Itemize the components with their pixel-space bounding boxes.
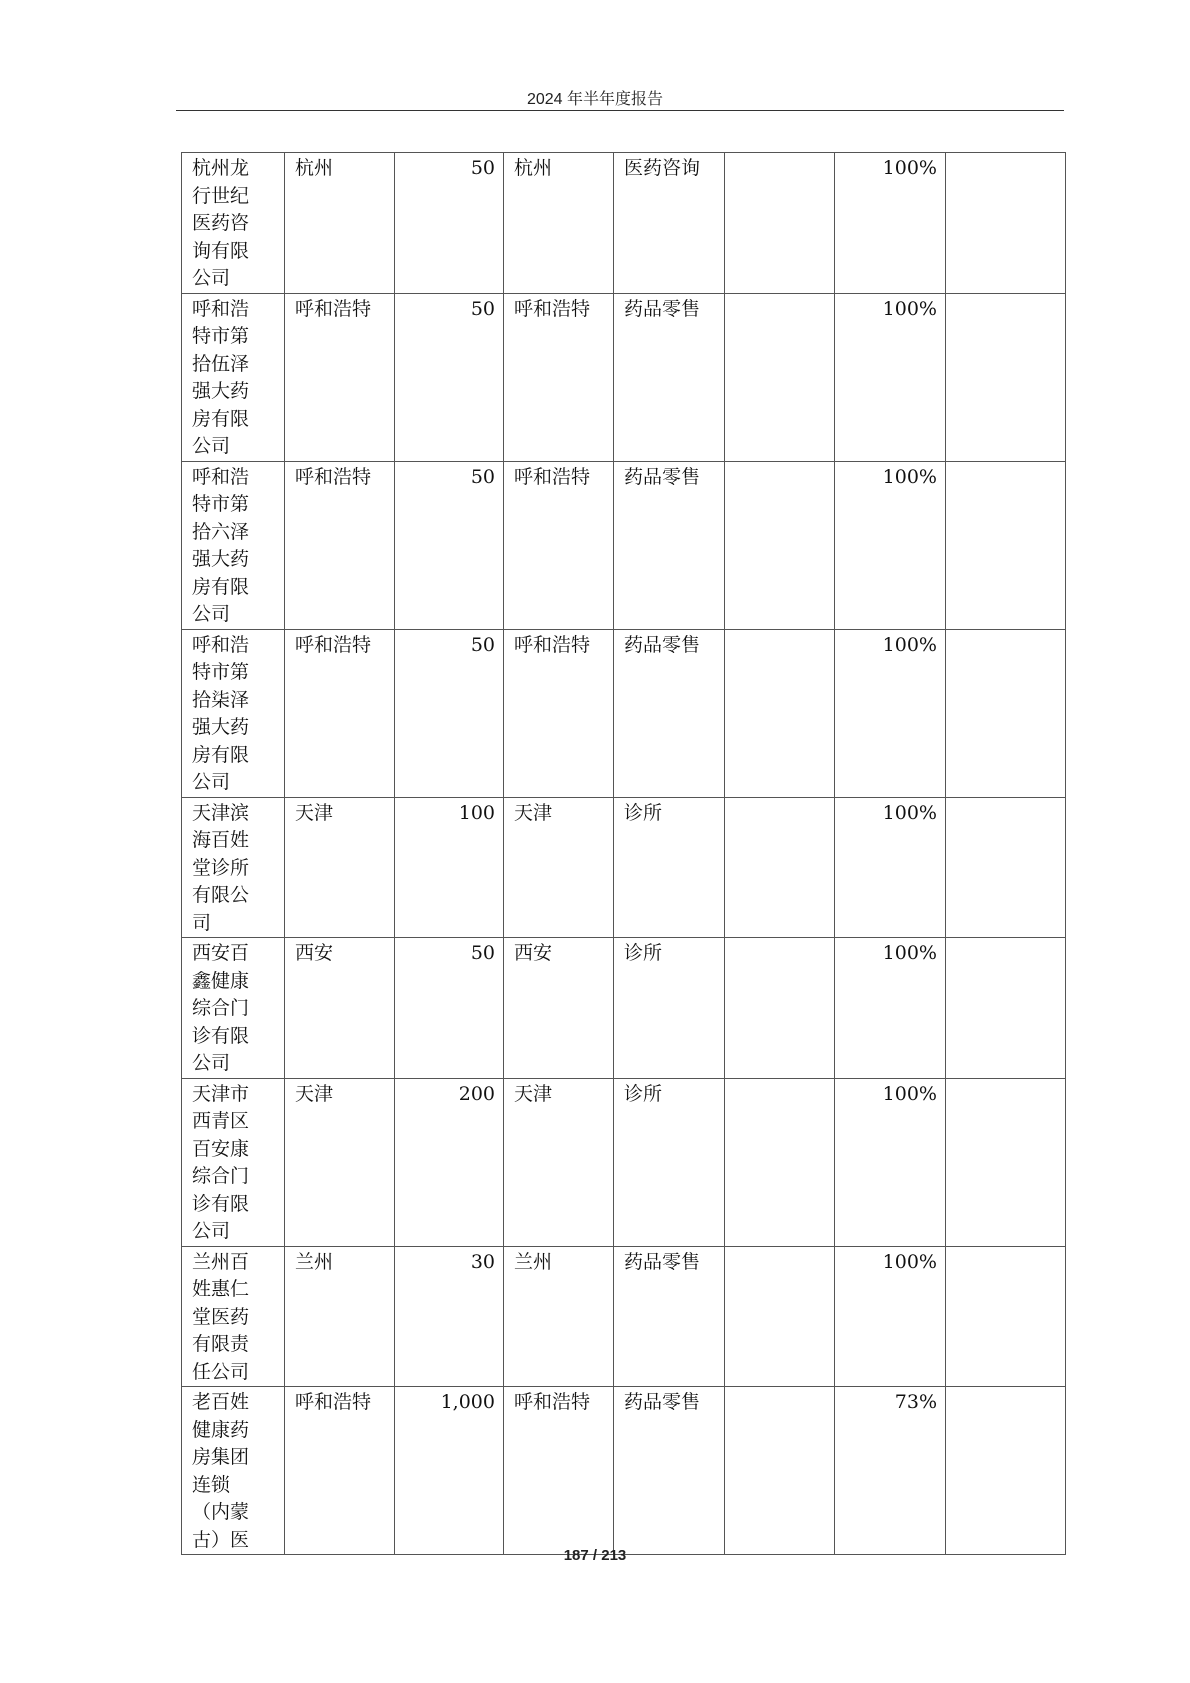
page-number: 187 / 213 [563,1547,627,1564]
company-name-cell [182,461,285,629]
business-nature-cell: 药品零售 [614,1387,725,1555]
company-name-cell [182,1387,285,1555]
table-row [182,1387,1066,1555]
business-nature-cell: 诊所 [614,1078,725,1246]
registered-place-cell: 呼和浩特 [504,629,614,797]
indirect-share-cell: 100% [835,629,946,797]
company-name-line: 行世纪 [192,184,250,207]
direct-share-cell [725,461,835,629]
company-name-line: 特市第 [192,325,250,347]
direct-share-cell [725,1078,835,1246]
company-name-line: 健康药 [192,1418,250,1441]
acquisition-method-cell [946,938,1066,1079]
capital-cell: 50 [395,293,504,461]
acquisition-method-cell [946,629,1066,797]
company-name-line: 任公司 [192,1360,250,1383]
acquisition-method-cell [946,153,1066,294]
subsidiaries-table [181,152,1066,1555]
capital-cell: 100 [395,797,504,938]
company-name-line: 公司 [192,771,231,793]
company-name-line: 天津市 [192,1082,250,1105]
company-name-line: 医药咨 [192,212,250,234]
capital-cell: 1,000 [395,1387,504,1555]
company-name-line: 诊有限 [192,1024,250,1047]
direct-share-cell [725,629,835,797]
company-name-line: 兰州百 [192,1250,250,1273]
company-name-line: 诊有限 [192,1192,250,1215]
company-name-line: 房有限 [192,743,250,766]
company-name-line: 鑫健康 [192,969,250,992]
indirect-share-cell: 100% [835,938,946,1079]
company-name-line: 西青区 [192,1110,250,1132]
table-row [182,629,1066,797]
location-cell: 西安 [285,938,395,1079]
company-name-line: 天津滨 [192,801,250,824]
company-name-line: 强大药 [192,716,250,738]
capital-cell: 200 [395,1078,504,1246]
registered-place-cell: 天津 [504,797,614,938]
indirect-share-cell: 100% [835,1078,946,1246]
direct-share-cell [725,1387,835,1555]
capital-cell: 30 [395,1246,504,1387]
page-header-title: 2024 年半年度报告 [526,91,664,108]
company-name-cell [182,1246,285,1387]
table-row [182,153,1066,294]
registered-place-cell: 呼和浩特 [504,293,614,461]
company-name-line: 公司 [192,1220,231,1242]
indirect-share-cell: 100% [835,797,946,938]
company-name-line: 堂诊所 [192,856,250,879]
company-name-line: 房有限 [192,407,250,430]
company-name-cell [182,629,285,797]
indirect-share-cell: 100% [835,153,946,294]
company-name-line: 强大药 [192,380,250,402]
location-cell: 呼和浩特 [285,461,395,629]
acquisition-method-cell [946,293,1066,461]
company-name-line: 拾伍泽 [192,352,250,375]
direct-share-cell [725,1246,835,1387]
acquisition-method-cell [946,1246,1066,1387]
registered-place-cell: 兰州 [504,1246,614,1387]
company-name-line: 有限责 [192,1333,250,1355]
company-name-line: 特市第 [192,493,250,515]
location-cell: 呼和浩特 [285,629,395,797]
acquisition-method-cell [946,461,1066,629]
direct-share-cell [725,153,835,294]
registered-place-cell: 杭州 [504,153,614,294]
indirect-share-cell: 100% [835,293,946,461]
company-name-cell [182,797,285,938]
location-cell: 天津 [285,1078,395,1246]
capital-cell: 50 [395,461,504,629]
company-name-line: 询有限 [192,239,250,262]
business-nature-cell: 药品零售 [614,293,725,461]
company-name-line: 堂医药 [192,1305,250,1328]
company-name-line: 公司 [192,267,231,289]
table-row [182,1246,1066,1387]
direct-share-cell [725,938,835,1079]
indirect-share-cell: 100% [835,1246,946,1387]
company-name-line: 姓惠仁 [192,1278,250,1300]
company-name-cell [182,293,285,461]
indirect-share-cell: 73% [835,1387,946,1555]
indirect-share-cell: 100% [835,461,946,629]
company-name-line: 呼和浩 [192,297,250,320]
acquisition-method-cell [946,1078,1066,1246]
capital-cell: 50 [395,153,504,294]
business-nature-cell: 药品零售 [614,1246,725,1387]
table-row [182,797,1066,938]
company-name-line: 连锁 [192,1473,231,1496]
company-name-line: 拾柒泽 [192,688,250,711]
location-cell: 杭州 [285,153,395,294]
company-name-line: 百安康 [192,1137,250,1160]
company-name-line: 海百姓 [192,829,250,851]
business-nature-cell: 诊所 [614,938,725,1079]
acquisition-method-cell [946,797,1066,938]
direct-share-cell [725,293,835,461]
company-name-line: 司 [192,911,212,934]
location-cell: 呼和浩特 [285,293,395,461]
table-row [182,461,1066,629]
company-name-line: 拾六泽 [192,520,250,543]
company-name-line: 综合门 [192,997,250,1019]
registered-place-cell: 呼和浩特 [504,461,614,629]
company-name-line: 有限公 [192,884,250,906]
company-name-line: 老百姓 [192,1391,250,1413]
table-row [182,293,1066,461]
capital-cell: 50 [395,938,504,1079]
company-name-line: 房集团 [192,1446,250,1468]
company-name-line: 古）医 [192,1528,250,1551]
location-cell: 呼和浩特 [285,1387,395,1555]
company-name-line: 西安百 [192,942,250,964]
company-name-cell [182,938,285,1079]
business-nature-cell: 医药咨询 [614,153,725,294]
company-name-cell [182,153,285,294]
acquisition-method-cell [946,1387,1066,1555]
company-name-line: 特市第 [192,661,250,683]
company-name-line: 公司 [192,603,231,625]
table-row [182,938,1066,1079]
direct-share-cell [725,797,835,938]
table-row [182,1078,1066,1246]
registered-place-cell: 西安 [504,938,614,1079]
company-name-cell [182,1078,285,1246]
company-name-line: 呼和浩 [192,465,250,488]
company-name-line: （内蒙 [192,1501,250,1523]
capital-cell: 50 [395,629,504,797]
business-nature-cell: 诊所 [614,797,725,938]
business-nature-cell: 药品零售 [614,629,725,797]
company-name-line: 公司 [192,1052,231,1074]
registered-place-cell: 天津 [504,1078,614,1246]
header-divider [176,110,1064,111]
location-cell: 兰州 [285,1246,395,1387]
company-name-line: 杭州龙 [192,157,250,179]
company-name-line: 呼和浩 [192,633,250,656]
company-name-line: 公司 [192,435,231,457]
business-nature-cell: 药品零售 [614,461,725,629]
company-name-line: 房有限 [192,575,250,598]
registered-place-cell: 呼和浩特 [504,1387,614,1555]
location-cell: 天津 [285,797,395,938]
company-name-line: 强大药 [192,548,250,570]
company-name-line: 综合门 [192,1165,250,1187]
